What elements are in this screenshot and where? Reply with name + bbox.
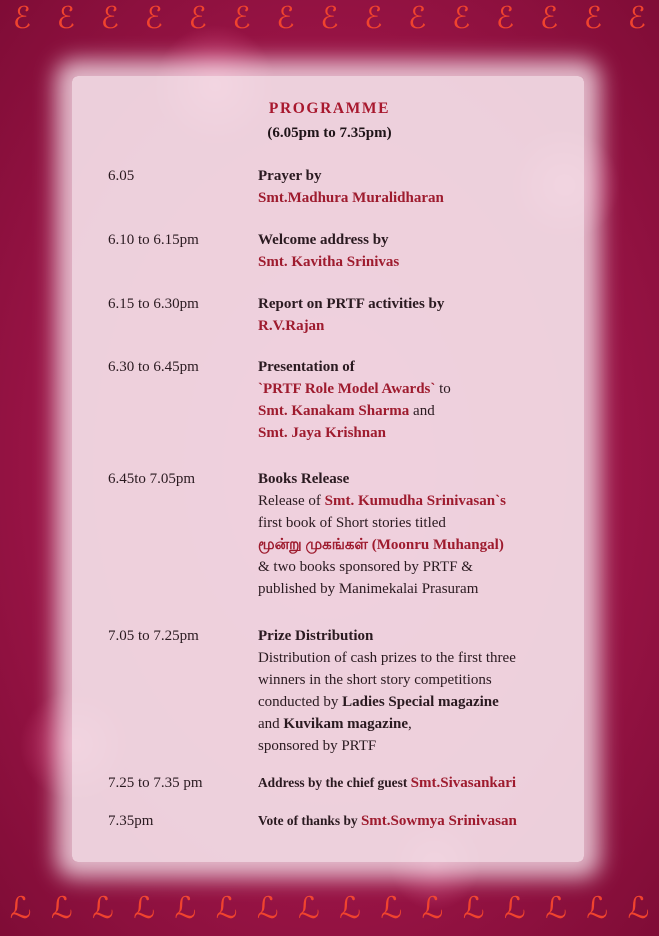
description-text: Presentation of xyxy=(258,359,355,375)
ornament-swirl-icon: ℒ xyxy=(50,891,73,926)
description-line xyxy=(258,512,558,534)
programme-item-description xyxy=(258,468,558,600)
programme-item-time: 6.15 to 6.30pm xyxy=(108,296,199,312)
ornament-swirl-icon: ℰ xyxy=(276,1,295,36)
description-text: first book of Short stories titled xyxy=(258,515,446,531)
programme-item-time: 6.10 to 6.15pm xyxy=(108,232,199,248)
ornament-swirl-icon: ℒ xyxy=(215,891,238,926)
programme-item-time: 7.35pm xyxy=(108,813,154,829)
description-text: & two books sponsored by PRTF & xyxy=(258,559,473,575)
description-text: to xyxy=(435,381,451,397)
ornament-swirl-icon: ℒ xyxy=(462,891,485,926)
ornament-swirl-icon: ℰ xyxy=(188,1,207,36)
ornament-swirl-icon: ℒ xyxy=(380,891,403,926)
programme-title: PROGRAMME xyxy=(268,100,391,117)
description-line xyxy=(258,378,558,400)
description-line xyxy=(258,187,558,209)
description-line xyxy=(258,293,558,315)
description-line xyxy=(258,534,558,556)
programme-item-description xyxy=(258,229,558,273)
description-line xyxy=(258,229,558,251)
programme-item-description xyxy=(258,772,558,794)
description-text: winners in the short story competitions xyxy=(258,672,492,688)
highlighted-name: Smt. Kanakam Sharma xyxy=(258,403,410,419)
programme-timing: (6.05pm to 7.35pm) xyxy=(267,125,392,141)
highlighted-name: Smt.Sivasankari xyxy=(410,775,517,791)
description-text: Release of xyxy=(258,493,325,509)
highlighted-name: Smt. Kavitha Srinivas xyxy=(258,254,400,270)
ornament-swirl-icon: ℒ xyxy=(298,891,320,926)
ornament-swirl-icon: ℰ xyxy=(56,1,75,36)
description-line xyxy=(258,669,558,691)
ornament-swirl-icon: ℰ xyxy=(583,1,603,36)
description-line xyxy=(258,165,558,187)
ornament-swirl-icon: ℒ xyxy=(339,891,361,926)
ornament-swirl-icon: ℒ xyxy=(256,891,279,926)
highlighted-name: `PRTF Role Model Awards` xyxy=(258,381,436,397)
description-line xyxy=(258,251,558,273)
description-line xyxy=(258,315,558,337)
description-line xyxy=(258,468,558,490)
description-line xyxy=(258,691,558,713)
description-text: Vote of thanks by xyxy=(258,813,361,828)
description-line xyxy=(258,810,558,832)
description-text: Books Release xyxy=(258,471,350,487)
programme-item-description xyxy=(258,810,558,832)
ornament-swirl-icon: ℰ xyxy=(496,1,515,36)
highlighted-name: R.V.Rajan xyxy=(258,318,325,334)
highlighted-name: Smt. Kumudha Srinivasan`s xyxy=(324,493,506,509)
programme-item-time: 7.25 to 7.35 pm xyxy=(108,775,203,791)
ornament-swirl-icon: ℒ xyxy=(92,891,114,926)
description-text: Address by the chief guest xyxy=(258,775,411,790)
ornament-swirl-icon: ℒ xyxy=(9,891,32,926)
programme-item-description xyxy=(258,356,558,444)
highlighted-name: மூன்று முகங்கள் (Moonru Muhangal) xyxy=(258,537,504,553)
description-text: conducted by xyxy=(258,694,343,710)
ornament-swirl-icon: ℒ xyxy=(627,891,650,926)
ornament-swirl-icon: ℒ xyxy=(133,891,155,926)
description-text: published by Manimekalai Prasuram xyxy=(258,581,479,597)
ornament-swirl-icon: ℰ xyxy=(12,1,32,36)
ornament-swirl-icon: ℒ xyxy=(545,891,567,926)
description-line xyxy=(258,625,558,647)
ornament-swirl-icon: ℒ xyxy=(586,891,609,926)
ornament-swirl-icon: ℰ xyxy=(232,1,251,36)
highlighted-name: Smt. Jaya Krishnan xyxy=(258,425,386,441)
programme-item-description xyxy=(258,625,558,757)
description-line xyxy=(258,713,558,735)
ornament-swirl-icon: ℰ xyxy=(320,1,339,36)
ornament-swirl-icon: ℰ xyxy=(627,1,646,36)
description-text: and xyxy=(409,403,435,419)
programme-item-time: 6.45to 7.05pm xyxy=(108,471,196,487)
ornament-swirl-icon: ℰ xyxy=(144,1,163,36)
ornament-swirl-icon: ℰ xyxy=(100,1,119,36)
description-line xyxy=(258,578,558,600)
description-line xyxy=(258,422,558,444)
programme-item-time: 6.30 to 6.45pm xyxy=(108,359,199,375)
description-text: , xyxy=(408,716,412,732)
description-text: and xyxy=(258,716,284,732)
description-text: Prize Distribution xyxy=(258,628,374,644)
description-text: Kuvikam magazine xyxy=(283,716,409,732)
ornament-swirl-icon: ℒ xyxy=(504,891,526,926)
highlighted-name: Smt.Madhura Muralidharan xyxy=(258,190,444,206)
highlighted-name: Smt.Sowmya Srinivasan xyxy=(360,813,517,829)
description-line xyxy=(258,647,558,669)
programme-item-time: 6.05 xyxy=(108,168,135,184)
ornament-swirl-icon: ℰ xyxy=(452,1,471,36)
description-text: Report on PRTF activities by xyxy=(258,296,445,312)
programme-item-time: 7.05 to 7.25pm xyxy=(108,628,199,644)
description-line xyxy=(258,556,558,578)
ornament-swirl-icon: ℰ xyxy=(364,1,383,36)
description-line xyxy=(258,400,558,422)
ornament-swirl-icon: ℰ xyxy=(539,1,559,36)
description-text: Ladies Special magazine xyxy=(342,694,499,710)
programme-item-description xyxy=(258,165,558,209)
description-text: Distribution of cash prizes to the first three xyxy=(258,650,516,666)
programme-item-description xyxy=(258,293,558,337)
ornament-swirl-icon: ℰ xyxy=(408,1,427,36)
description-line xyxy=(258,772,558,794)
description-line xyxy=(258,735,558,757)
ornament-swirl-icon: ℒ xyxy=(421,891,444,926)
description-text: Prayer by xyxy=(258,168,322,184)
description-text: Welcome address by xyxy=(258,232,389,248)
description-text: sponsored by PRTF xyxy=(258,738,377,754)
description-line xyxy=(258,356,558,378)
ornament-swirl-icon: ℒ xyxy=(174,891,197,926)
description-line xyxy=(258,490,558,512)
